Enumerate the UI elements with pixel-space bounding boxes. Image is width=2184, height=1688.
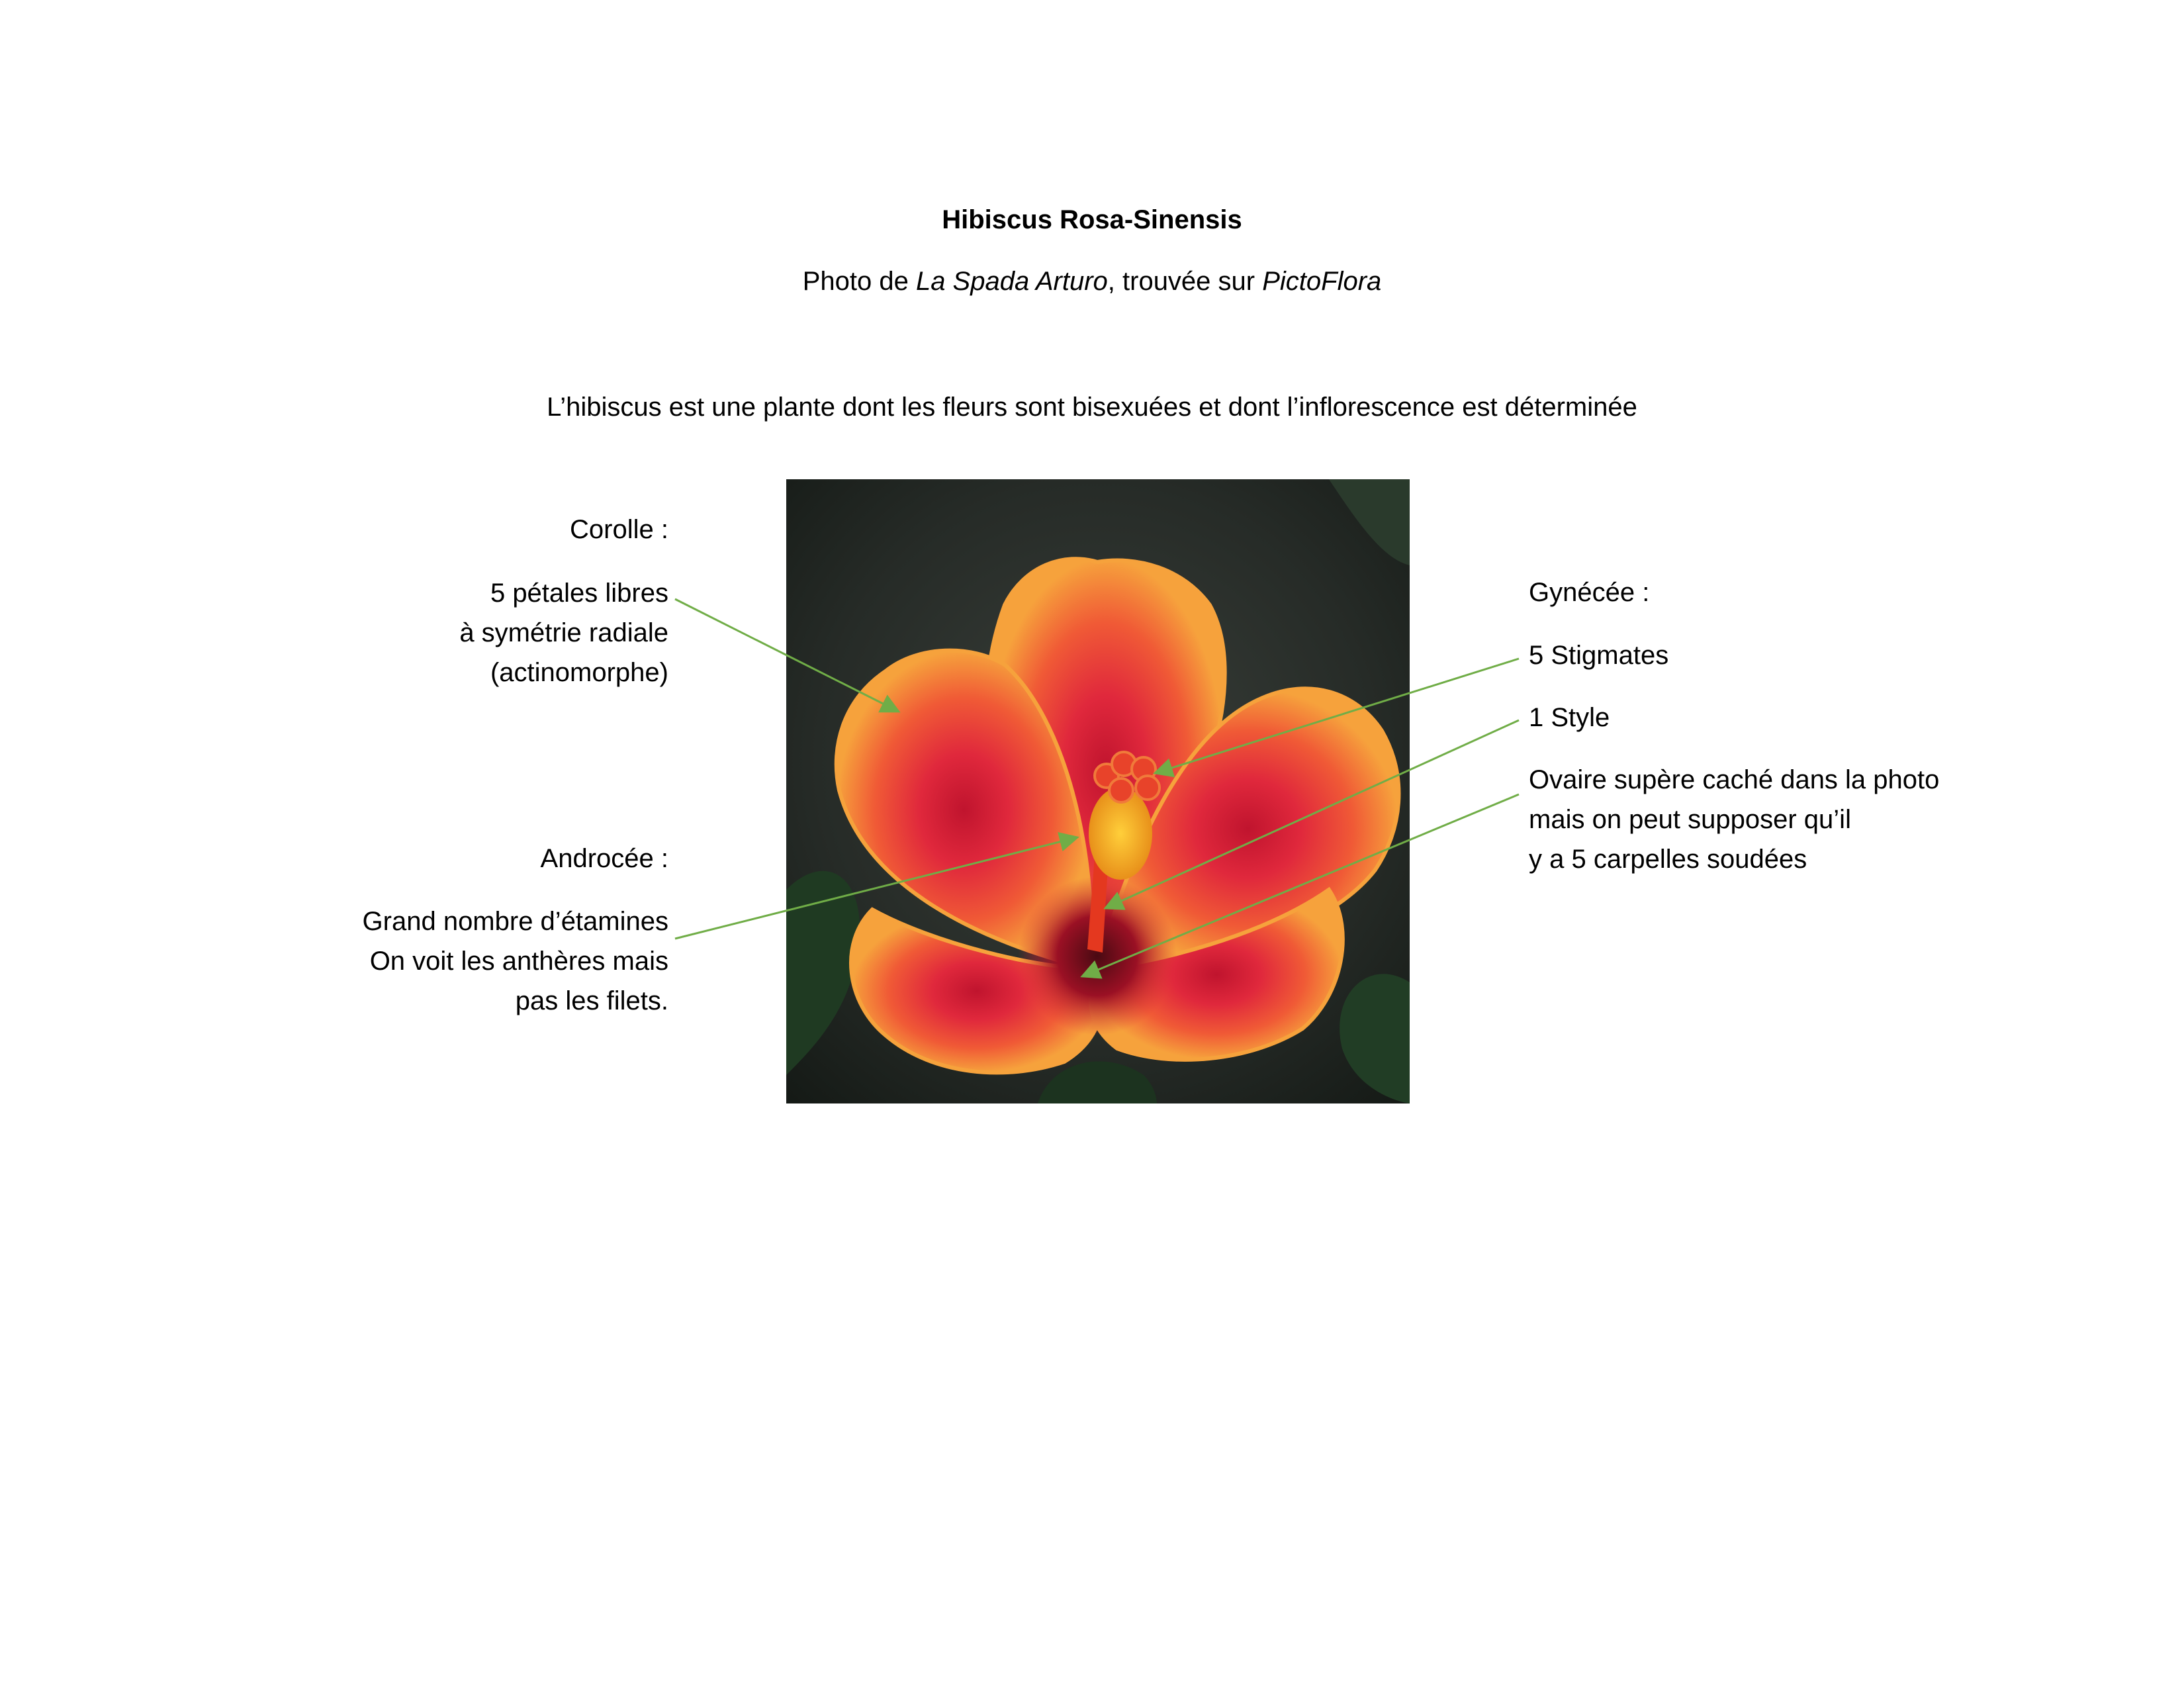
photo-credit [0, 261, 2184, 301]
style-label: 1 Style [1529, 703, 1610, 732]
intro-text: L’hibiscus est une plante dont les fleurs sont bisexuées et dont l’inflorescence est déterminée [547, 393, 1637, 422]
ovaire-line: mais on peut supposer qu’il [1529, 805, 1851, 834]
gynecee-heading: Gynécée : [1529, 578, 1650, 607]
corolle-line: à symétrie radiale [459, 618, 668, 647]
androcee-line: On voit les anthères mais [369, 947, 668, 976]
document-title: Hibiscus Rosa-Sinensis [942, 205, 1242, 234]
corolle-heading: Corolle : [570, 515, 668, 544]
corolle-line: 5 pétales libres [490, 579, 668, 608]
credit-author: La Spada Arturo [915, 267, 1108, 296]
androcee-line: pas les filets. [515, 986, 668, 1015]
stigmates-label: 5 Stigmates [1529, 641, 1669, 670]
credit-source: PictoFlora [1262, 267, 1382, 296]
ovaire-line: y a 5 carpelles soudées [1529, 845, 1807, 874]
ovaire-description [1529, 760, 1939, 879]
ovaire-line: Ovaire supère caché dans la photo [1529, 765, 1940, 794]
corolle-line: (actinomorphe) [490, 658, 668, 687]
corolle-description [459, 573, 668, 692]
credit-middle: , trouvée sur [1107, 267, 1263, 296]
hibiscus-illustration [786, 479, 1410, 1103]
hibiscus-photo [786, 479, 1410, 1103]
androcee-heading: Androcée : [540, 844, 668, 873]
androcee-line: Grand nombre d’étamines [362, 907, 668, 936]
credit-prefix: Photo de [802, 267, 916, 296]
androcee-description [363, 902, 668, 1021]
